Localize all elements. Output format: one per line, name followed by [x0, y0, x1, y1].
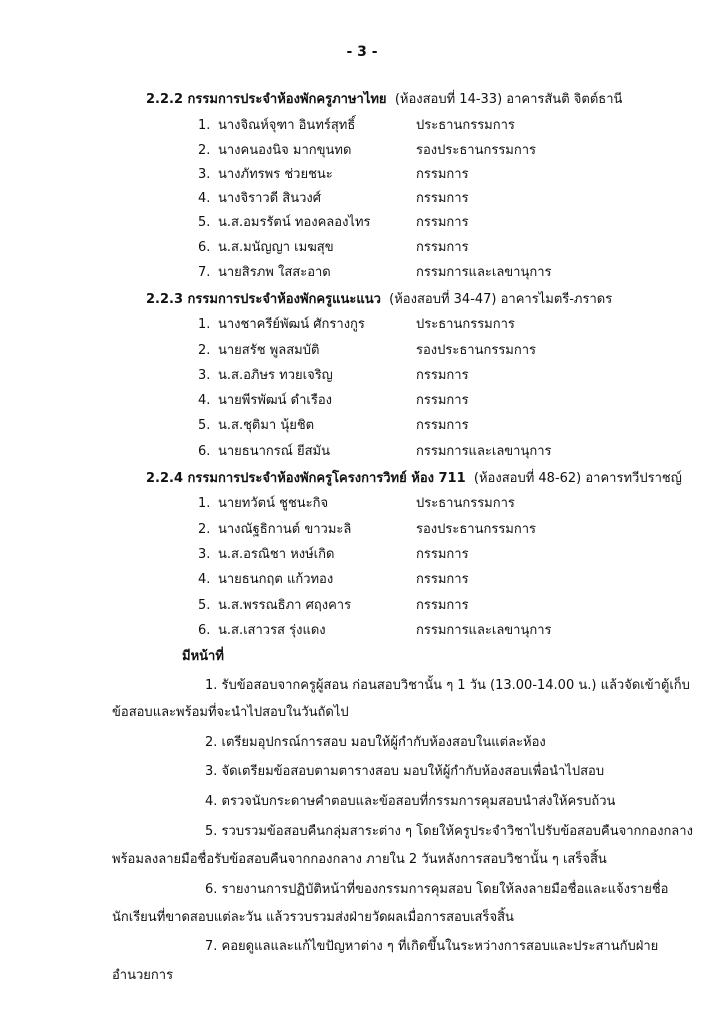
section-detail: (ห้องสอบที่ 14-33) อาคารสันติ จิตต์ธานี	[394, 92, 623, 107]
member-name: น.ส.พรรณธิภา ศฤงคาร	[218, 598, 352, 613]
section-heading-2-2-4	[146, 467, 682, 488]
section-detail: (ห้องสอบที่ 48-62) อาคารทวีปราชญ์	[473, 471, 682, 486]
member-role: กรรมการ	[416, 598, 469, 613]
member-name: นายทวัตน์ ชูชนะกิจ	[218, 496, 329, 511]
member-role: กรรมการ	[416, 393, 469, 408]
member-number: 6.	[198, 240, 211, 255]
member-name: น.ส.อมรรัตน์ ทองคลองไทร	[218, 215, 371, 230]
member-role: ประธานกรรมการ	[416, 118, 515, 133]
member-name: นายธนกฤต แก้วทอง	[218, 572, 334, 587]
section-detail: (ห้องสอบที่ 34-47) อาคารไมตรี-ภราดร	[389, 292, 613, 307]
member-row	[198, 440, 552, 461]
member-row	[198, 492, 515, 513]
member-name: นายสรัช พูลสมบัติ	[218, 343, 320, 358]
member-number: 1.	[198, 496, 211, 511]
member-number: 1.	[198, 317, 211, 332]
member-row	[198, 163, 469, 184]
member-number: 2.	[198, 343, 211, 358]
member-name: นายพีรพัฒน์ ดำเรือง	[218, 393, 333, 408]
duties-title: มีหน้าที่	[182, 649, 224, 664]
member-number: 3.	[198, 368, 211, 383]
member-role: กรรมการ	[416, 191, 469, 206]
member-number: 2.	[198, 522, 211, 537]
duty-line: พร้อมลงลายมือชื่อรับข้อสอบคืนจากกองกลาง ภายใน 2 วันหลังการสอบวิชานั้น ๆ เสร็จสิ้น	[112, 852, 607, 867]
section-heading-2-2-2	[146, 88, 622, 109]
member-number: 4.	[198, 393, 211, 408]
section-title: 2.2.2 กรรมการประจำห้องพักครูภาษาไทย	[146, 92, 387, 107]
member-role: กรรมการ	[416, 572, 469, 587]
member-name: นางชาครีย์พัฒน์ ศักรางกูร	[218, 317, 365, 332]
member-row	[198, 518, 536, 539]
member-role: กรรมการ	[416, 547, 469, 562]
page-number: - 3 -	[346, 44, 378, 60]
member-row	[198, 389, 469, 410]
member-row	[198, 313, 515, 334]
member-name: นางคนองนิจ มากขุนทด	[218, 143, 352, 158]
member-number: 5.	[198, 598, 211, 613]
member-number: 3.	[198, 167, 211, 182]
section-heading-2-2-3	[146, 288, 612, 309]
member-role: ประธานกรรมการ	[416, 496, 515, 511]
member-role: รองประธานกรรมการ	[416, 522, 537, 537]
member-role: กรรมการและเลขานุการ	[416, 444, 552, 459]
duty-line: 3. จัดเตรียมข้อสอบตามตารางสอบ มอบให้ผู้กำกับห้องสอบเพื่อนำไปสอบ	[205, 764, 605, 779]
duty-line: 6. รายงานการปฏิบัติหน้าที่ของกรรมการคุมสอบ โดยให้ลงลายมือชื่อและแจ้งรายชื่อ	[205, 882, 669, 897]
member-role: กรรมการ	[416, 368, 469, 383]
member-row	[198, 543, 469, 564]
member-row	[198, 364, 469, 385]
duty-line: อำนวยการ	[112, 968, 174, 983]
member-row	[198, 568, 469, 589]
member-name: นางภัทรพร ช่วยชนะ	[218, 167, 333, 182]
duty-line: ข้อสอบและพร้อมที่จะนำไปสอบในวันถัดไป	[112, 705, 349, 720]
member-number: 7.	[198, 265, 211, 280]
member-row	[198, 211, 469, 232]
member-number: 5.	[198, 418, 211, 433]
member-name: น.ส.อภิษร ทวยเจริญ	[218, 368, 333, 383]
member-row	[198, 261, 552, 282]
member-name: น.ส.ชุติมา นุ้ยชิต	[218, 418, 315, 433]
member-role: กรรมการและเลขานุการ	[416, 623, 552, 638]
member-number: 4.	[198, 191, 211, 206]
member-name: นายสิรภพ ใสสะอาด	[218, 265, 331, 280]
duty-line: นักเรียนที่ขาดสอบแต่ละวัน แล้วรวบรวมส่งฝ่ายวัดผลเมื่อการสอบเสร็จสิ้น	[112, 910, 514, 925]
duty-line: 7. คอยดูแลและแก้ไขปัญหาต่าง ๆ ที่เกิดขึ้นในระหว่างการสอบและประสานกับฝ่าย	[205, 939, 659, 954]
member-row	[198, 139, 536, 160]
member-name: น.ส.อรณิชา หงษ์เกิด	[218, 547, 335, 562]
section-title: 2.2.3 กรรมการประจำห้องพักครูแนะแนว	[146, 292, 381, 307]
member-number: 4.	[198, 572, 211, 587]
member-role: ประธานกรรมการ	[416, 317, 515, 332]
member-role: กรรมการ	[416, 215, 469, 230]
member-name: นางจิราวดี สินวงศ์	[218, 191, 322, 206]
member-name: นายธนากรณ์ ยีสมัน	[218, 444, 330, 459]
member-row	[198, 114, 515, 135]
member-number: 2.	[198, 143, 211, 158]
member-role: รองประธานกรรมการ	[416, 343, 537, 358]
member-role: กรรมการและเลขานุการ	[416, 265, 552, 280]
duty-line: 2. เตรียมอุปกรณ์การสอบ มอบให้ผู้กำกับห้องสอบในแต่ละห้อง	[205, 735, 546, 750]
member-row	[198, 339, 536, 360]
duty-line: 4. ตรวจนับกระดาษคำตอบและข้อสอบที่กรรมการคุมสอบนำส่งให้ครบถ้วน	[205, 794, 616, 809]
member-number: 1.	[198, 118, 211, 133]
member-number: 3.	[198, 547, 211, 562]
member-name: นางณัฐธิกานต์ ขาวมะลิ	[218, 522, 352, 537]
member-row	[198, 594, 469, 615]
member-role: กรรมการ	[416, 418, 469, 433]
duty-line: 5. รวบรวมข้อสอบคืนกลุ่มสาระต่าง ๆ โดยให้ครูประจำวิชาไปรับข้อสอบคืนจากกองกลาง	[205, 824, 693, 839]
member-number: 6.	[198, 623, 211, 638]
member-row	[198, 187, 469, 208]
member-number: 6.	[198, 444, 211, 459]
member-row	[198, 236, 469, 257]
member-name: นางจิณห์จุฑา อินทร์สุทธิ์	[218, 118, 356, 133]
member-role: กรรมการ	[416, 167, 469, 182]
member-number: 5.	[198, 215, 211, 230]
member-row	[198, 619, 552, 640]
member-role: รองประธานกรรมการ	[416, 143, 537, 158]
duty-line: 1. รับข้อสอบจากครูผู้สอน ก่อนสอบวิชานั้น ๆ 1 วัน (13.00-14.00 น.) แล้วจัดเข้าตู้เก็บ	[205, 678, 690, 693]
member-name: น.ส.เสาวรส รุ่งแดง	[218, 623, 326, 638]
member-name: น.ส.มนัญญา เมฆสุข	[218, 240, 334, 255]
member-role: กรรมการ	[416, 240, 469, 255]
member-row	[198, 414, 469, 435]
section-title: 2.2.4 กรรมการประจำห้องพักครูโครงการวิทย์ ห้อง 711	[146, 471, 466, 486]
